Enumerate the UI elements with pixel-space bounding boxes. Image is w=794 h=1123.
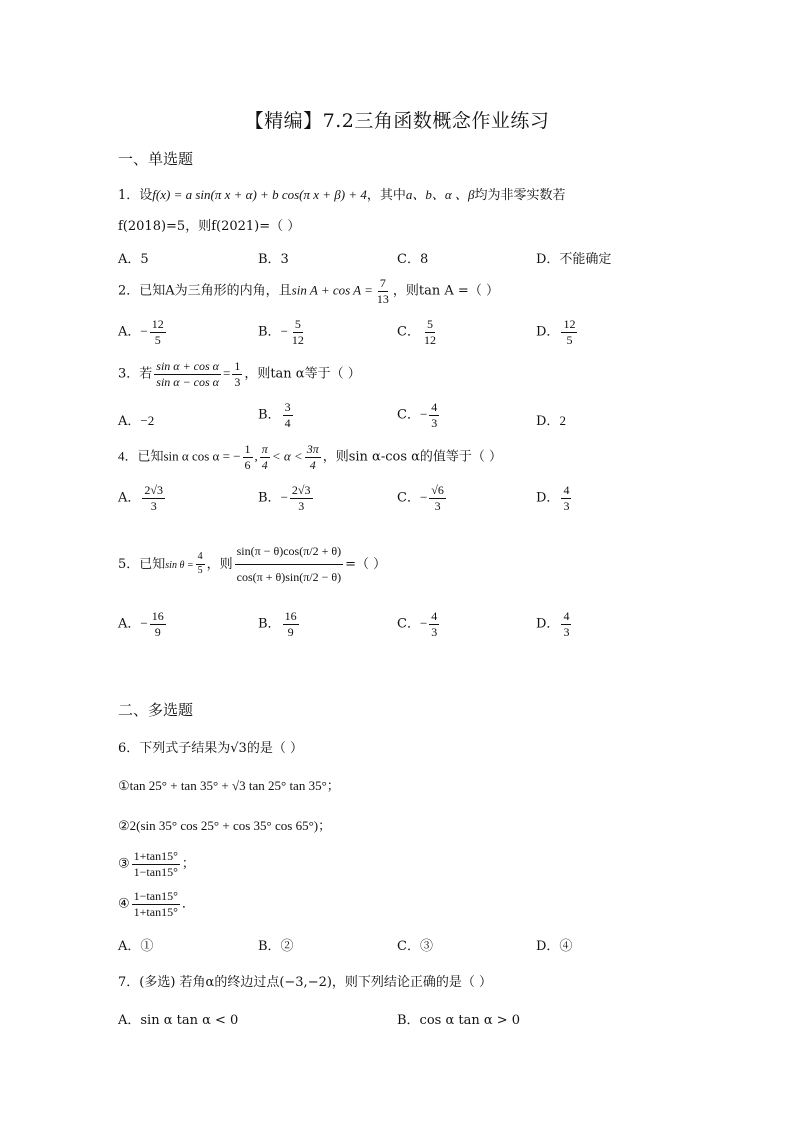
q4-n3: 3π <box>306 442 319 456</box>
q6-item-3 <box>118 850 195 878</box>
q4-frac1 <box>243 443 253 471</box>
q2-fraction <box>375 277 391 305</box>
q4-d-label: D． <box>536 490 560 506</box>
q6-option-c[interactable]: C．③ <box>397 939 433 954</box>
q5-d-num: 4 <box>563 609 570 623</box>
q1-prefix: 1．设 <box>118 188 153 203</box>
q3-option-d[interactable] <box>536 410 566 429</box>
q1-option-c[interactable]: C．8 <box>397 252 429 267</box>
q5-option-a[interactable] <box>118 610 168 638</box>
question-6-stem: 6．下列式子结果为√3的是（ ） <box>118 741 303 756</box>
q2-c-num: 5 <box>426 317 433 331</box>
q3-num: sin α + cos α <box>156 359 219 373</box>
q5-mid: ，则 <box>206 556 233 572</box>
q2-d-label: D． <box>536 324 560 340</box>
q4-c-label: C． <box>397 490 420 506</box>
q5-b-label: B． <box>258 616 281 632</box>
q4-option-c[interactable] <box>397 484 448 512</box>
q4-frac3 <box>305 443 321 471</box>
question-7-stem: 7．(多选) 若角α的终边过点(−3,−2)，则下列结论正确的是（ ） <box>118 975 493 990</box>
q2-a-frac <box>150 318 166 346</box>
q1-formula: f(x) = a sin(π x + α) + b cos(π x + β) + 4 <box>152 187 367 202</box>
q5-gn: 4 <box>196 552 205 565</box>
q4-d-num: 4 <box>563 483 570 497</box>
q5-option-b[interactable] <box>258 610 301 638</box>
q5-c-label: C． <box>397 616 420 632</box>
q4-b-label: B． <box>258 490 281 506</box>
section-heading-single: 一、单选题 <box>118 150 194 168</box>
q4-c-num: √6 <box>431 483 444 497</box>
q3-option-b[interactable] <box>258 401 295 429</box>
q3-option-a[interactable] <box>118 410 154 429</box>
question-1-stem <box>118 184 565 203</box>
q6-i4-den: 1+tan15° <box>133 904 178 919</box>
q5-d-label: D． <box>536 616 560 632</box>
q4-a-frac <box>142 484 165 512</box>
q2-suffix: ，则tan A =（ ） <box>392 283 499 299</box>
q3-a-label: A． <box>118 414 141 429</box>
q5-given: sin θ = <box>165 559 194 571</box>
q5-b-frac <box>283 610 299 638</box>
q6-i3-frac <box>132 850 180 878</box>
q2-a-den: 5 <box>154 332 161 347</box>
q2-b-num: 5 <box>294 317 301 331</box>
page-title: 【精编】7.2三角函数概念作业练习 <box>244 110 550 132</box>
q1-option-a[interactable]: A．5 <box>118 252 149 267</box>
question-1-line2: f(2018)=5，则f(2021)=（ ） <box>118 219 301 234</box>
q3-fraction <box>154 360 221 388</box>
q2-b-den: 12 <box>291 332 304 347</box>
q4-a-den: 3 <box>150 498 157 513</box>
q4-option-d[interactable] <box>536 484 573 512</box>
q1-option-d[interactable]: D．不能确定 <box>536 252 612 267</box>
q3-c-label: C． <box>397 407 420 423</box>
q2-b-frac <box>290 318 306 346</box>
q4-b-num: 2√3 <box>291 483 311 497</box>
q2-prefix: 2．已知A为三角形的内角，且 <box>118 283 292 299</box>
q2-a-num: 12 <box>151 317 164 331</box>
q3-c-frac <box>429 401 439 429</box>
q5-option-c[interactable] <box>397 610 441 638</box>
q4-b-frac <box>290 484 313 512</box>
question-3-stem <box>118 360 361 388</box>
q3-rnum: 1 <box>234 359 241 373</box>
q3-rhs <box>232 360 242 388</box>
q5-given-frac <box>196 552 205 576</box>
q4-c-sign: − <box>419 489 428 505</box>
q3-b-num: 3 <box>284 400 291 414</box>
q4-suffix: ，则sin α-cos α的值等于（ ） <box>322 449 503 465</box>
q5-c-num: 4 <box>431 609 438 623</box>
q6-option-a[interactable]: A．① <box>118 939 154 954</box>
q5-a-den: 9 <box>154 624 161 639</box>
q4-prefix: 4．已知sin α cos α = − <box>118 448 241 464</box>
q5-num: sin(π − θ)cos(π/2 + θ) <box>235 540 343 565</box>
q2-option-d[interactable] <box>536 318 579 346</box>
q2-a-sign: − <box>140 323 148 339</box>
q6-item-4 <box>118 890 195 918</box>
q2-expr: sin A + cos A = <box>291 282 373 298</box>
q2-d-num: 12 <box>563 317 576 331</box>
q5-a-sign: − <box>140 615 148 631</box>
q5-a-num: 16 <box>151 609 164 623</box>
q5-suffix: =（ ） <box>345 556 387 572</box>
q1-suffix: 均为非零实数若 <box>474 188 566 203</box>
q4-option-a[interactable] <box>118 484 167 512</box>
q4-c-den: 3 <box>434 498 441 513</box>
q6-i4-end: ． <box>181 896 195 912</box>
q3-c-num: 4 <box>431 400 438 414</box>
q1-mid: ，其中 <box>366 188 406 203</box>
q4-n2: π <box>261 442 268 456</box>
q4-option-b[interactable] <box>258 484 315 512</box>
q3-a-text: −2 <box>140 413 155 428</box>
q6-i3-num: 1+tan15° <box>133 849 178 863</box>
q4-d1: 6 <box>244 457 251 472</box>
question-4-stem <box>118 443 502 471</box>
q3-d-label: D． <box>536 414 560 429</box>
q6-i3-den: 1−tan15° <box>133 864 178 879</box>
q2-c-frac <box>422 318 438 346</box>
q5-c-sign: − <box>419 615 428 631</box>
q6-i4-frac <box>132 890 180 918</box>
q5-b-num: 16 <box>284 609 297 623</box>
q3-d-text: 2 <box>559 413 566 428</box>
q3-suffix: ，则tan α等于（ ） <box>244 366 361 382</box>
q1-vars: a、b、α 、β <box>405 187 475 202</box>
q2-b-label: B． <box>258 324 281 340</box>
q4-d2: 4 <box>261 457 268 472</box>
q3-c-den: 3 <box>431 415 438 430</box>
q6-item-1: ①tan 25° + tan 35° + √3 tan 25° tan 35°； <box>118 778 340 793</box>
q2-den: 13 <box>376 291 389 306</box>
q6-option-b[interactable]: B．② <box>258 939 294 954</box>
q3-option-c[interactable] <box>397 401 441 429</box>
q2-option-a[interactable] <box>118 318 168 346</box>
q7-option-b[interactable]: B．cos α tan α > 0 <box>397 1013 521 1028</box>
q4-c-frac <box>429 484 446 512</box>
q2-num: 7 <box>379 276 386 290</box>
q2-d-frac <box>561 318 577 346</box>
q5-d-den: 3 <box>563 624 570 639</box>
q4-a-label: A． <box>118 490 141 506</box>
q3-eq: = <box>222 365 231 381</box>
q6-option-d[interactable]: D．④ <box>536 939 573 954</box>
q3-b-frac <box>283 401 293 429</box>
q5-c-frac <box>429 610 439 638</box>
q4-frac2 <box>260 443 270 471</box>
q4-n1: 1 <box>244 442 251 456</box>
q3-c-sign: − <box>419 406 428 422</box>
question-2-stem <box>118 277 499 305</box>
q5-b-den: 9 <box>287 624 294 639</box>
q1-option-b[interactable]: B．3 <box>258 252 289 267</box>
q5-d-frac <box>561 610 571 638</box>
q5-option-d[interactable] <box>536 610 573 638</box>
q5-c-den: 3 <box>431 624 438 639</box>
q3-rden: 3 <box>234 374 241 389</box>
q5-gd: 5 <box>197 564 203 576</box>
q4-sep: , <box>254 448 258 464</box>
question-5-stem <box>118 540 386 589</box>
q6-i4-mark: ④ <box>118 896 130 912</box>
q6-item-2: ②2(sin 35° cos 25° + cos 35° cos 65°)； <box>118 818 332 833</box>
q2-c-den: 12 <box>423 332 436 347</box>
q4-b-den: 3 <box>298 498 305 513</box>
q6-i3-mark: ③ <box>118 856 130 872</box>
q4-d-frac <box>561 484 571 512</box>
q5-prefix: 5．已知 <box>118 556 166 572</box>
q2-option-c[interactable] <box>397 318 440 346</box>
q2-a-label: A． <box>118 324 141 340</box>
q4-d3: 4 <box>309 457 316 472</box>
q3-b-den: 4 <box>284 415 291 430</box>
q5-a-frac <box>150 610 166 638</box>
section-heading-multi: 二、多选题 <box>118 701 194 719</box>
q2-b-sign: − <box>280 323 288 339</box>
q4-lt: < α < <box>271 448 303 464</box>
q4-b-sign: − <box>280 489 288 505</box>
q3-prefix: 3．若 <box>118 366 153 382</box>
q4-a-num: 2√3 <box>144 483 163 497</box>
q6-i4-num: 1−tan15° <box>133 889 178 903</box>
q2-d-den: 5 <box>566 332 573 347</box>
q5-den: cos(π + θ)sin(π/2 − θ) <box>236 569 342 584</box>
q3-b-label: B． <box>258 407 281 423</box>
q4-d-den: 3 <box>563 498 570 513</box>
q2-option-b[interactable] <box>258 318 308 346</box>
q5-a-label: A． <box>118 616 141 632</box>
q5-main-frac <box>235 540 343 589</box>
q3-den: sin α − cos α <box>156 374 219 389</box>
q7-option-a[interactable]: A．sin α tan α < 0 <box>118 1013 239 1028</box>
q6-i3-end: ； <box>181 856 195 872</box>
q2-c-label: C． <box>397 324 420 340</box>
